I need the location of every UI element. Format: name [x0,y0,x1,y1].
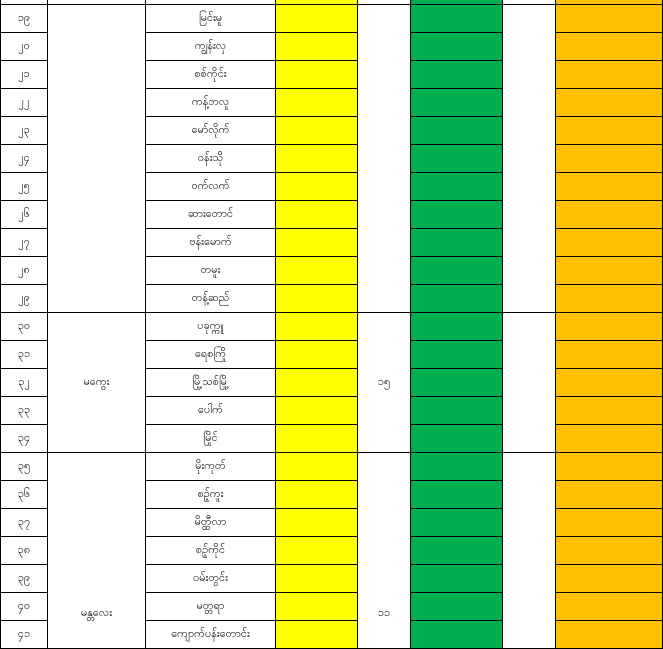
village-name-cell[interactable]: ဆားတောင် [187,206,234,220]
row-number-cell[interactable]: ၂၈ [18,262,30,276]
row-number-cell[interactable]: ၂၃ [18,122,30,136]
row-number-cell[interactable]: ၃၂ [18,374,30,388]
row-number-cell[interactable]: ၄၀ [17,598,31,612]
village-name-cell[interactable]: မတ္တရာ [196,598,225,612]
row-number-cell[interactable]: ၃၈ [17,542,31,556]
grid-line [410,172,503,173]
village-name-cell[interactable]: ဝမ်းတွင်း [193,570,228,584]
grid-line [0,424,47,425]
village-name-cell[interactable]: တမူး [200,262,221,276]
village-name-cell[interactable]: မော်လိုက် [191,122,230,136]
village-name-cell[interactable]: ကျောက်ပန်းတောင်း [171,626,250,640]
region-cell[interactable]: မကွေး [83,374,110,388]
grid-line [555,88,663,89]
grid-line [555,60,663,61]
yellow-column-fill [276,0,357,648]
grid-line [145,592,276,593]
grid-line [275,368,358,369]
region-cell[interactable]: မန္တလေး [80,606,113,619]
grid-line [275,396,358,397]
grid-line [555,424,663,425]
grid-line [410,620,503,621]
grid-line [145,32,276,33]
grid-line [410,508,503,509]
row-number-cell[interactable]: ၂၂ [18,94,30,108]
row-number-cell[interactable]: ၃၆ [17,486,31,500]
village-name-cell[interactable]: မိတ္ထီလာ [194,514,227,528]
grid-line [410,200,503,201]
grid-line [410,424,503,425]
village-name-cell[interactable]: ပေါက် [198,402,223,416]
grid-line [0,284,47,285]
village-name-cell[interactable]: ကန့်ဘလူ [191,94,230,108]
row-number-cell[interactable]: ၃၁ [17,346,31,360]
grid-line [555,116,663,117]
row-number-cell[interactable]: ၂၅ [18,178,30,192]
grid-line [0,340,47,341]
grid-line [410,116,503,117]
grid-line [555,480,663,481]
grid-line [410,396,503,397]
grid-line [145,256,276,257]
village-name-cell[interactable]: ရေစကြို [194,346,227,360]
grid-line [145,116,276,117]
grid-line [275,508,358,509]
grid-line [555,620,663,621]
grid-line [275,340,358,341]
green-column-fill [411,0,502,648]
row-number-cell[interactable]: ၃၄ [17,430,31,444]
grid-line [145,396,276,397]
grid-line [410,144,503,145]
grid-line [145,368,276,369]
grid-line [275,536,358,537]
grid-line [275,228,358,229]
row-number-cell[interactable]: ၃၅ [17,458,31,472]
village-name-cell[interactable]: စဥ့်ကူး [197,486,224,500]
village-name-cell[interactable]: မြိုင် [203,430,218,444]
grid-line [145,564,276,565]
grid-line [275,88,358,89]
grid-line [0,508,47,509]
grid-line [410,256,503,257]
grid-line [555,396,663,397]
grid-line [410,0,411,649]
grid-line [0,368,47,369]
grid-line [0,564,47,565]
row-number-cell[interactable]: ၃၉ [17,570,31,584]
grid-line [555,0,556,649]
orange-column-fill [556,0,662,648]
grid-line [410,228,503,229]
grid-line [0,172,47,173]
grid-line [0,200,47,201]
row-number-cell[interactable]: ၂၇ [18,234,30,248]
grid-line [0,228,47,229]
grid-line [0,620,47,621]
grid-line [275,256,358,257]
grid-line [145,620,276,621]
row-number-cell[interactable]: ၃၃ [17,402,31,416]
row-number-cell[interactable]: ၂၆ [18,206,30,220]
grid-line [555,368,663,369]
village-name-cell[interactable]: မြို့သစ်မြို့ [192,374,229,388]
grid-line [555,508,663,509]
grid-line [275,116,358,117]
grid-line [145,536,276,537]
grid-line [0,0,1,649]
grid-line [502,0,503,649]
grid-line [0,88,47,89]
region-total-cell[interactable]: ၁၅ [377,374,391,388]
grid-line [145,480,276,481]
village-name-cell[interactable]: မြင်းမူ [198,10,223,24]
village-name-cell[interactable]: ဝန်းသို [197,150,224,164]
grid-line [145,424,276,425]
row-number-cell[interactable]: ၃၀ [17,318,31,332]
grid-line [0,60,47,61]
grid-line [410,592,503,593]
grid-line [0,536,47,537]
village-name-cell[interactable]: စစ်ကိုင်း [194,66,227,80]
row-number-cell[interactable]: ၂၄ [18,150,30,164]
grid-line [275,284,358,285]
grid-line [555,256,663,257]
grid-line [47,0,48,649]
grid-line [0,312,663,313]
grid-line [145,340,276,341]
grid-line [555,144,663,145]
village-name-cell[interactable]: မိုးကုတ် [195,458,226,472]
grid-line [275,200,358,201]
grid-line [410,564,503,565]
village-name-cell[interactable]: ပခုက္ကူ [197,318,224,332]
grid-line [275,32,358,33]
row-number-cell[interactable]: ၁၉ [17,10,31,24]
village-name-cell[interactable]: တန့်ဆည် [191,290,230,304]
row-number-cell[interactable]: ၂၉ [18,290,30,304]
grid-line [145,200,276,201]
grid-line [555,592,663,593]
grid-line [0,32,47,33]
grid-line [555,340,663,341]
grid-line [410,60,503,61]
grid-line [357,0,358,649]
grid-line [0,452,663,453]
grid-line [555,564,663,565]
grid-line [275,480,358,481]
grid-line [410,88,503,89]
village-name-cell[interactable]: ဗန်းမောက် [189,234,232,248]
village-name-cell[interactable]: ဝက်လက် [191,178,230,192]
row-number-cell[interactable]: ၃၇ [17,514,31,528]
grid-line [555,284,663,285]
grid-line [0,116,47,117]
grid-line [275,424,358,425]
grid-line [410,340,503,341]
row-number-cell[interactable]: ၂၁ [18,66,30,80]
grid-line [555,536,663,537]
grid-line [555,32,663,33]
grid-line [0,144,47,145]
grid-line [0,256,47,257]
grid-line [275,60,358,61]
row-number-cell[interactable]: ၄၁ [17,626,31,640]
grid-line [275,592,358,593]
grid-line [410,536,503,537]
grid-line [410,284,503,285]
grid-line [145,508,276,509]
grid-line [275,0,276,649]
grid-line [145,60,276,61]
grid-line [555,172,663,173]
grid-line [145,228,276,229]
grid-line [0,396,47,397]
grid-line [275,172,358,173]
grid-line [145,88,276,89]
grid-line [145,284,276,285]
grid-line [555,200,663,201]
grid-line [145,172,276,173]
grid-line [0,480,47,481]
region-total-cell[interactable]: ၁၁ [377,606,391,619]
grid-line [275,144,358,145]
grid-line [275,620,358,621]
grid-line [0,4,663,5]
grid-line [410,32,503,33]
grid-line [410,368,503,369]
grid-line [410,480,503,481]
grid-line [0,592,47,593]
village-name-cell[interactable]: စဥ့်ကိုင် [195,542,226,556]
row-number-cell[interactable]: ၂၀ [18,38,30,52]
grid-line [145,144,276,145]
village-name-cell[interactable]: ကျွန်းလှ [194,38,227,52]
grid-line [275,564,358,565]
grid-line [145,0,146,649]
grid-line [555,228,663,229]
